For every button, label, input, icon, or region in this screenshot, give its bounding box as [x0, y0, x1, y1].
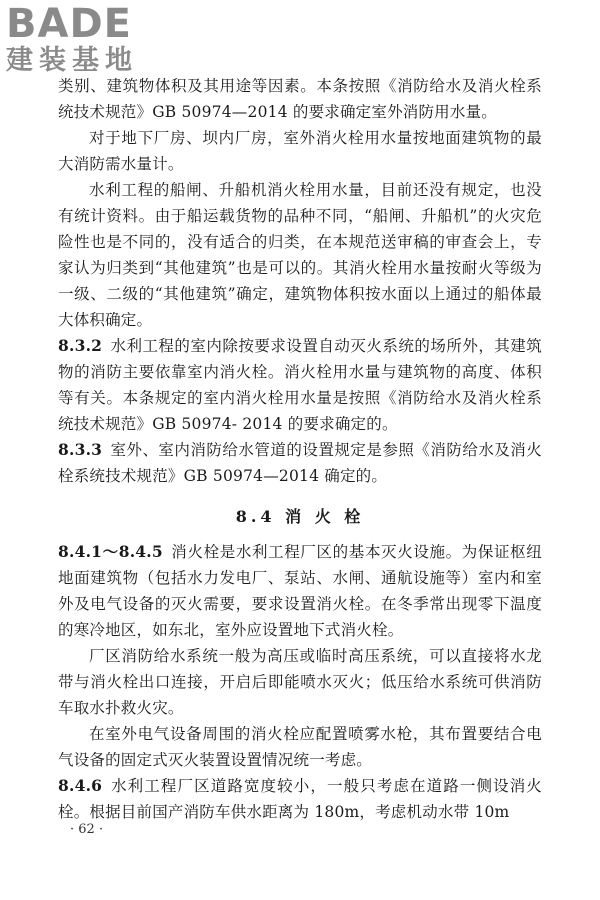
section-number: 8.4.6	[58, 776, 103, 795]
logo-text-cn: 建装基地	[6, 45, 138, 76]
paragraph-spray-nozzle: 在室外电气设备周围的消火栓应配置喷雾水枪，其布置要结合电气设备的固定式灭火装置设置情况统一考虑。	[58, 725, 542, 769]
paragraph-underground-plant: 对于地下厂房、坝内厂房，室外消火栓用水量按地面建筑物的最大消防需水量计。	[58, 129, 542, 173]
paragraph-water-system: 厂区消防给水系统一般为高压或临时高压系统，可以直接将水龙带与消火栓出口连接，开启后即能喷水灭火；低压给水系统可供消防车取水扑救火灾。	[58, 647, 542, 717]
section-text: 水利工程的室内除按要求设置自动灭火系统的场所外，其建筑物的消防主要依靠室内消火栓。消火栓用水量与建筑物的高度、体积等有关。本条规定的室内消火栓用水量是按照《消防给水及消火栓系统技术规范》GB 50974- 2014 的要求确定的。	[58, 337, 542, 433]
section-text: 消火栓是水利工程厂区的基本灭火设施。为保证枢纽地面建筑物（包括水力发电厂、泵站、水闸、通航设施等）室内和室外及电气设备的灭火需要，要求设置消火栓。在冬季常出现零下温度的寒冷地区，如东北，室外应设置地下式消火栓。	[58, 543, 542, 639]
section-heading-8-4: 8.4 消 火 栓	[235, 507, 365, 526]
watermark-logo	[6, 1, 138, 76]
page-number: · 62 ·	[70, 822, 104, 837]
logo-text-en: BADE	[6, 1, 132, 47]
paragraph-continued: 类别、建筑物体积及其用途等因素。本条按照《消防给水及消火栓系统技术规范》GB 50974—2014 的要求确定室外消防用水量。	[58, 77, 542, 121]
section-8-3-2	[58, 333, 542, 437]
document-page	[58, 73, 542, 825]
section-text: 水利工程厂区道路宽度较小，一般只考虑在道路一侧设消火栓。根据目前国产消防车供水距离为 180m，考虑机动水带 10m	[58, 777, 542, 821]
section-number: 8.3.2	[58, 336, 103, 355]
section-8-3-3	[58, 437, 542, 489]
section-8-4-6	[58, 773, 542, 825]
section-number: 8.3.3	[58, 440, 103, 459]
section-text: 室外、室内消防给水管道的设置规定是参照《消防给水及消火栓系统技术规范》GB 50974—2014 确定的。	[58, 441, 542, 485]
section-number: 8.4.1～8.4.5	[58, 542, 163, 561]
paragraph-ship-lock: 水利工程的船闸、升船机消火栓用水量，目前还没有规定，也没有统计资料。由于船运载货物的品种不同，“船闸、升船机”的火灾危险性也是不同的，没有适合的归类，在本规范送审稿的审查会上，专家认为归类到“其他建筑”也是可以的。其消火栓用水量按耐火等级为一级、二级的“其他建筑”确定，建筑物体积按水面以上通过的船体最大体积确定。	[58, 181, 542, 329]
section-8-4-1-5	[58, 539, 542, 643]
